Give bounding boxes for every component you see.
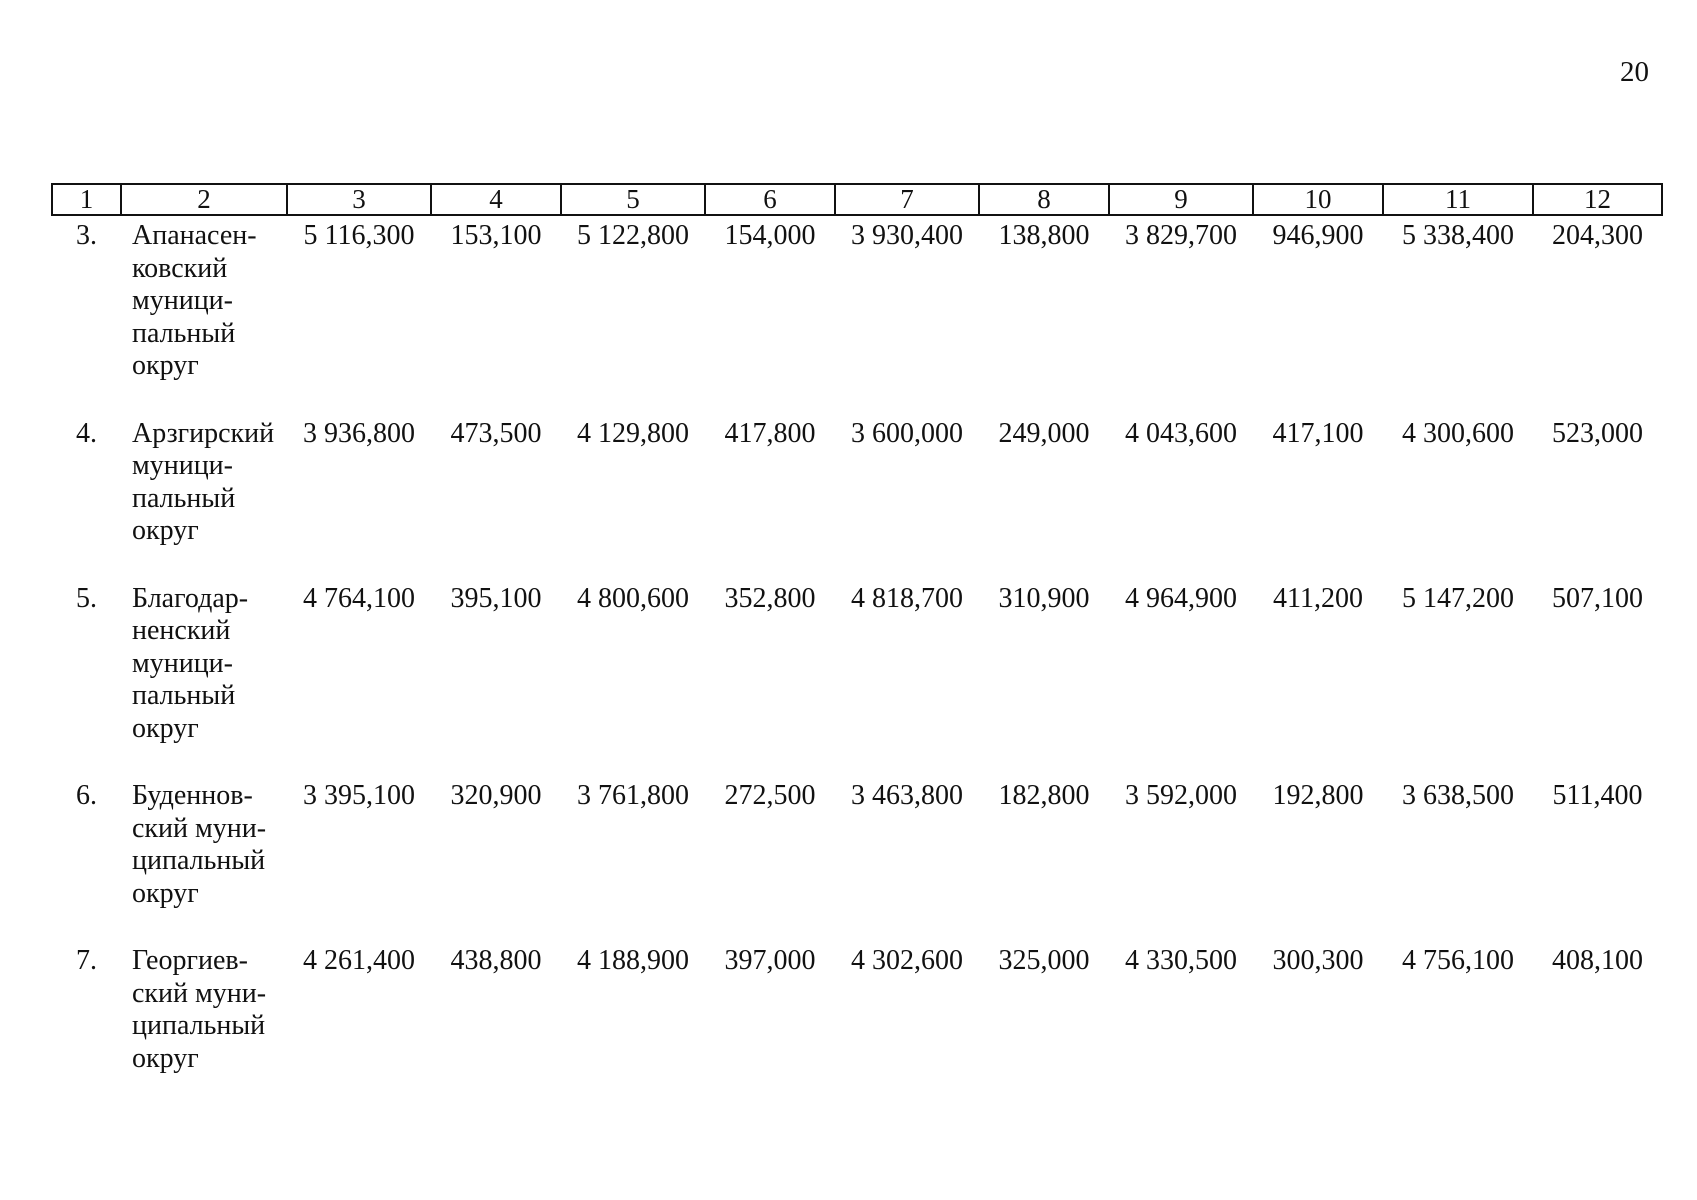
district-name: [121, 416, 287, 581]
cell-value: 4 818,700: [851, 582, 963, 614]
cell-value: 300,300: [1272, 945, 1364, 976]
column-header: 10: [1253, 184, 1383, 215]
data-table-container: [51, 183, 1661, 1108]
district-name-line: ненский: [132, 615, 231, 646]
cell-value: 438,800: [450, 945, 542, 976]
district-name: [121, 943, 287, 1108]
district-name: [121, 778, 287, 943]
district-name-line: округ: [132, 712, 199, 744]
cell-value: 4 800,600: [577, 582, 689, 614]
column-header: 5: [561, 184, 705, 215]
cell-value: 4 302,600: [851, 945, 963, 976]
row-number: 3.: [76, 220, 97, 251]
cell-value: 408,100: [1552, 945, 1643, 976]
district-name-line: ципальный: [132, 1010, 266, 1041]
cell-value: 4 300,600: [1402, 417, 1514, 449]
cell-value: 5 338,400: [1402, 220, 1514, 251]
cell-value: 249,000: [998, 417, 1090, 449]
row-number: 5.: [76, 582, 97, 614]
budget-table: [51, 183, 1663, 1108]
district-name-line: ципальный: [132, 845, 266, 876]
district-name-line: муници-: [132, 285, 233, 316]
cell-value: 4 188,900: [577, 945, 689, 976]
cell-value: 5 147,200: [1402, 582, 1514, 614]
column-header: 7: [835, 184, 979, 215]
district-name-line: Георгиев-: [132, 945, 248, 976]
district-name-line: пальный: [132, 680, 236, 711]
cell-value: 325,000: [998, 945, 1090, 976]
table-body: [52, 215, 1662, 1108]
cell-value: 138,800: [998, 220, 1090, 251]
district-name-line: Апанасен-: [132, 220, 257, 251]
column-header: 3: [287, 184, 431, 215]
cell-value: 5 122,800: [577, 220, 689, 251]
cell-value: 946,900: [1272, 220, 1364, 251]
district-name-line: пальный: [132, 482, 236, 514]
column-header: 6: [705, 184, 835, 215]
district-name-line: ковский: [132, 252, 228, 284]
cell-value: 511,400: [1552, 780, 1643, 811]
district-name-line: округ: [132, 1042, 199, 1074]
column-header: 8: [979, 184, 1109, 215]
district-name: [121, 215, 287, 416]
cell-value: 4 964,900: [1125, 582, 1237, 614]
row-number: 7.: [76, 945, 97, 976]
district-name-line: Буденнов-: [132, 780, 253, 811]
district-name-line: Арзгирский: [132, 417, 275, 449]
table-header: [52, 184, 1662, 215]
header-row: [52, 184, 1662, 215]
district-name: [121, 581, 287, 779]
cell-value: 182,800: [998, 780, 1090, 811]
cell-value: 320,900: [450, 780, 542, 811]
table-row: [52, 581, 1662, 779]
cell-value: 3 829,700: [1125, 220, 1237, 251]
cell-value: 4 330,500: [1125, 945, 1237, 976]
cell-value: 3 395,100: [303, 780, 415, 811]
cell-value: 3 761,800: [577, 780, 689, 811]
cell-value: 3 930,400: [851, 220, 963, 251]
cell-value: 154,000: [724, 220, 816, 251]
cell-value: 192,800: [1272, 780, 1364, 811]
column-header: 2: [121, 184, 287, 215]
district-name-line: округ: [132, 877, 199, 909]
cell-value: 417,100: [1272, 417, 1364, 449]
cell-value: 3 936,800: [303, 417, 415, 449]
cell-value: 395,100: [450, 582, 542, 614]
cell-value: 3 463,800: [851, 780, 963, 811]
cell-value: 417,800: [724, 417, 816, 449]
cell-value: 4 043,600: [1125, 417, 1237, 449]
cell-value: 3 638,500: [1402, 780, 1514, 811]
district-name-line: муници-: [132, 647, 233, 679]
district-name-line: ский муни-: [132, 977, 267, 1009]
column-header: 9: [1109, 184, 1253, 215]
table-row: [52, 778, 1662, 943]
row-number: 4.: [76, 417, 97, 449]
cell-value: 272,500: [724, 780, 816, 811]
district-name-line: ский муни-: [132, 812, 267, 844]
district-name-line: Благодар-: [132, 582, 249, 614]
cell-value: 4 261,400: [303, 945, 415, 976]
cell-value: 310,900: [998, 582, 1090, 614]
column-header: 1: [52, 184, 121, 215]
cell-value: 3 600,000: [851, 417, 963, 449]
column-header: 11: [1383, 184, 1533, 215]
district-name-line: округ: [132, 515, 199, 546]
cell-value: 153,100: [450, 220, 542, 251]
row-number: 6.: [76, 780, 97, 811]
cell-value: 397,000: [724, 945, 816, 976]
cell-value: 473,500: [450, 417, 542, 449]
cell-value: 523,000: [1552, 417, 1643, 449]
district-name-line: муници-: [132, 450, 233, 481]
district-name-line: пальный: [132, 317, 236, 349]
table-row: [52, 416, 1662, 581]
district-name-line: округ: [132, 350, 199, 381]
column-header: 12: [1533, 184, 1662, 215]
table-row: [52, 943, 1662, 1108]
column-header: 4: [431, 184, 561, 215]
cell-value: 352,800: [724, 582, 816, 614]
table-row: [52, 215, 1662, 416]
cell-value: 4 764,100: [303, 582, 415, 614]
cell-value: 3 592,000: [1125, 780, 1237, 811]
cell-value: 4 129,800: [577, 417, 689, 449]
page-number: 20: [1620, 56, 1649, 88]
cell-value: 4 756,100: [1402, 945, 1514, 976]
cell-value: 507,100: [1552, 582, 1643, 614]
cell-value: 5 116,300: [303, 220, 415, 251]
cell-value: 204,300: [1552, 220, 1643, 251]
cell-value: 411,200: [1273, 582, 1363, 614]
